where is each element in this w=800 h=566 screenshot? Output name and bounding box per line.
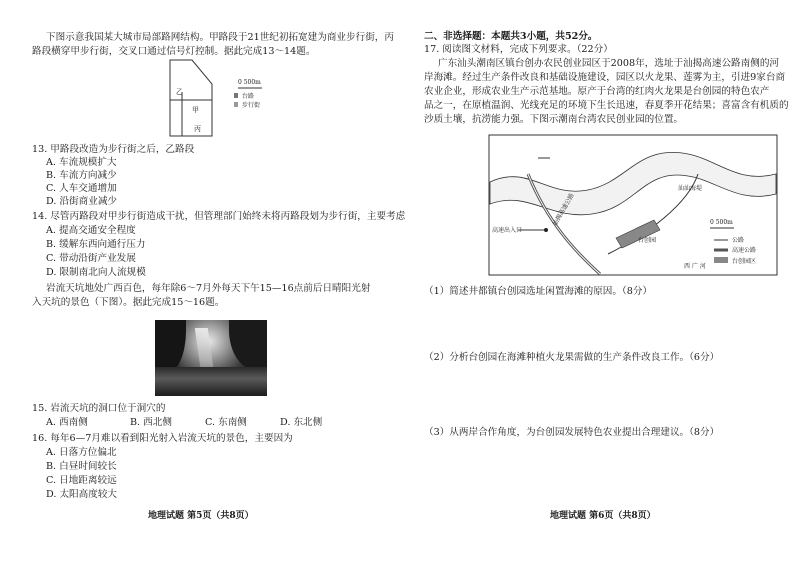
q15-option-a[interactable]: A. 西南侧 <box>46 417 88 428</box>
map-label-seawall: 汕汕海堤 <box>678 185 703 192</box>
q16-stem: 16. 每年6—7月难以看到阳光射入岩流天坑的景色，主要因为 <box>32 433 293 444</box>
q17-part2: （2）分析台创园在海滩种植火龙果需做的生产条件改良工作。（6分） <box>424 352 720 363</box>
q16-option-c[interactable]: C. 日地距离较远 <box>46 475 117 486</box>
q17-heading: 17. 阅读图文材料，完成下列要求。（22分） <box>424 44 613 55</box>
q14-option-c[interactable]: C. 带动沿街产业发展 <box>46 253 136 264</box>
intro-13-14-line2: 路段横穿甲步行街，交叉口通过信号灯控制。据此完成13～14题。 <box>32 46 316 57</box>
map-label-bing: 丙 <box>194 125 201 133</box>
q16-option-d[interactable]: D. 太阳高度较大 <box>46 489 118 500</box>
intro-15-16-line2: 入天坑的景色（下图）。据此完成15～16题。 <box>32 297 225 308</box>
section-header: 二、非选择题：本题共3小题，共52分。 <box>424 31 598 42</box>
q16-option-a[interactable]: A. 日落方位偏北 <box>46 447 117 458</box>
map-label-park: 台创园 <box>638 237 657 244</box>
q14-option-b[interactable]: B. 缓解东西向通行压力 <box>46 239 146 250</box>
legend-walkway: 步行街 <box>242 102 261 109</box>
q17-text-line4: 品之一，在原植温润、光线充足的环境下生长迅速，春夏季开花结果；喜富含有机质的 <box>424 100 789 111</box>
q13-option-c[interactable]: C. 人车交通增加 <box>46 183 117 194</box>
road-network-map <box>150 58 280 140</box>
map-label-river: 西 广 河 <box>684 263 706 270</box>
road-outline <box>170 60 212 136</box>
q15-option-b[interactable]: B. 西北侧 <box>130 417 172 428</box>
map2-scale: 0 500m <box>710 219 733 226</box>
legend2-park: 台创园区 <box>732 258 757 265</box>
right-footer: 地理试题 第6页（共8页） <box>550 511 656 521</box>
q16-option-b[interactable]: B. 白昼时间较长 <box>46 461 117 472</box>
q17-text-line1: 广东汕头潮南区镇台创办农民创业园区于2008年，选址于汕揭高速公路南侧的河 <box>438 58 780 69</box>
q17-part1: （1）简述井都镇台创园选址闲置海滩的原因。（8分） <box>424 286 653 297</box>
intro-15-16-line1: 岩流天坑地处广西百色，每年除6～7月外每天下午15—16点前后日晴阳光射 <box>46 283 371 294</box>
left-footer: 地理试题 第5页（共8页） <box>148 511 254 521</box>
sinkhole-photo <box>155 320 267 396</box>
legend2-expressway: 高速公路 <box>732 247 757 254</box>
location-map <box>488 134 778 276</box>
q17-text-line5: 沙质土壤，抗涝能力强。下图示潮南台湾农民创业园的位置。 <box>424 114 684 125</box>
q14-option-d[interactable]: D. 限制南北向人流规模 <box>46 267 146 278</box>
q15-stem: 15. 岩流天坑的洞口位于洞穴的 <box>32 403 166 414</box>
legend2-road: 公路 <box>732 237 745 244</box>
q17-text-line3: 农业企业，形成农业生产示范基地。原产于台湾的红肉火龙果是台创园的特色农产 <box>424 86 770 97</box>
intro-13-14-line1: 下图示意我国某大城市局部路网结构。甲路段于21世纪初拓宽建为商业步行街，丙 <box>46 32 394 43</box>
q13-option-d[interactable]: D. 沿街商业减少 <box>46 196 118 207</box>
q14-option-a[interactable]: A. 提高交通安全程度 <box>46 225 136 236</box>
map-scale: 0 500m <box>238 79 261 86</box>
q13-option-a[interactable]: A. 车流规模扩大 <box>46 157 117 168</box>
legend-road: 台路 <box>242 93 255 100</box>
map-label-jia: 甲 <box>192 106 199 114</box>
map-label-entrance: 高速出入口 <box>492 227 523 234</box>
q15-option-c[interactable]: C. 东南侧 <box>205 417 247 428</box>
q15-option-d[interactable]: D. 东北侧 <box>280 417 323 428</box>
q14-stem: 14. 尽管丙路段对甲步行街造成干扰，但管理部门始终未将丙路段划为步行街，主要考虑 <box>32 211 406 222</box>
q13-option-b[interactable]: B. 车流方向减少 <box>46 170 117 181</box>
map-label-expressway: 汕揭高速公路 <box>551 192 576 227</box>
right-page <box>400 0 800 566</box>
map-label-yi: 乙 <box>176 88 183 96</box>
q13-stem: 13. 甲路段改造为步行街之后，乙路段 <box>32 144 195 155</box>
q17-text-line2: 岸海滩。经过生产条件改良和基础设施建设，园区以火龙果、莲雾为主，引进9家台商 <box>424 72 786 83</box>
q17-part3: （3）从两岸合作角度，为台创园发展特色农业提出合理建议。（8分） <box>424 427 720 438</box>
